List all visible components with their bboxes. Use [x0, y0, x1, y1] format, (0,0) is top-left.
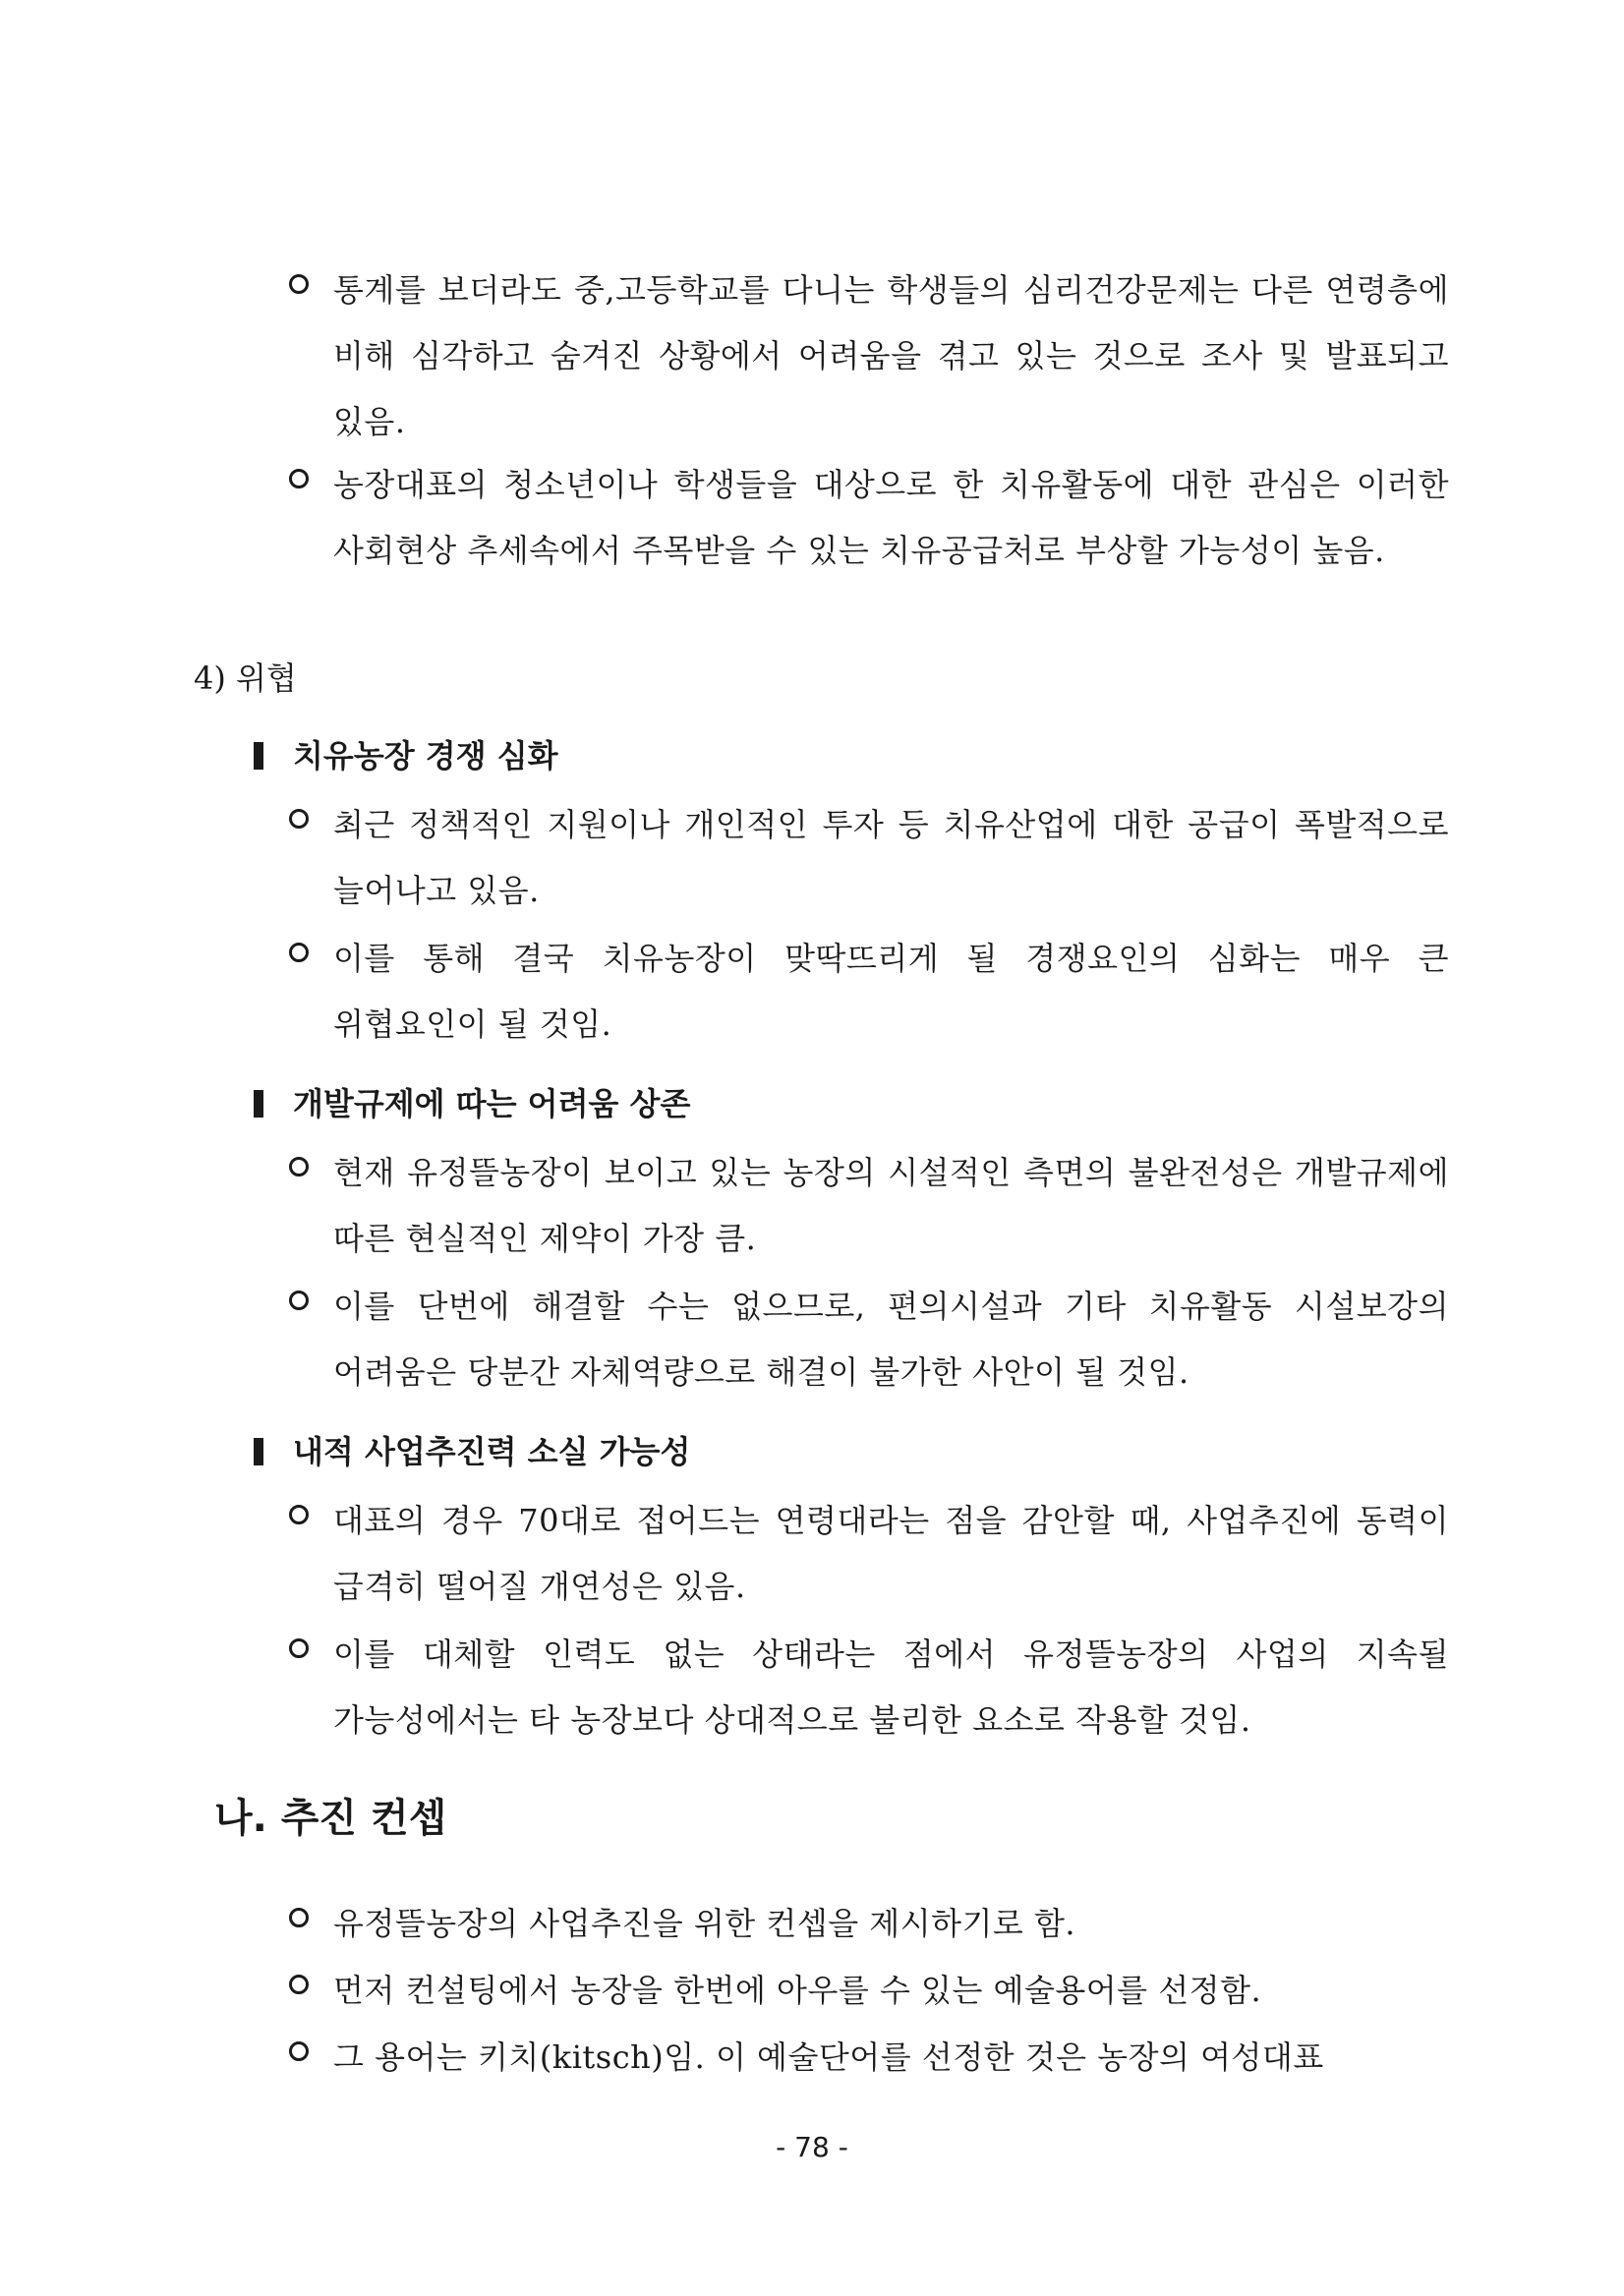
- circle-bullet-icon: [289, 809, 309, 829]
- bullet-text: 농장대표의 청소년이나 학생들을 대상으로 한 치유활동에 대한 관심은 이러한 사회현상 추세속에서 주목받을 수 있는 치유공급처로 부상할 가능성이 높음.: [333, 466, 1449, 569]
- bullet-text: 이를 대체할 인력도 없는 상태라는 점에서 유정뜰농장의 사업의 지속될 가능성에서는 타 농장보다 상대적으로 불리한 요소로 작용할 것임.: [333, 1636, 1449, 1739]
- circle-bullet-icon: [289, 1505, 309, 1524]
- circle-bullet-icon: [289, 1157, 309, 1177]
- bullet-text: 그 용어는 키치(kitsch)임. 이 예술단어를 선정한 것은 농장의 여성대표: [333, 2038, 1324, 2076]
- bullet-item: [289, 1274, 1449, 1406]
- page-number: - 78 -: [776, 2131, 848, 2163]
- bullet-item: [289, 1622, 1449, 1753]
- subheading-text: 내적 사업추진력 소실 가능성: [293, 1433, 691, 1470]
- bullet-item: [289, 792, 1449, 924]
- circle-bullet-icon: [289, 469, 309, 488]
- bullet-text: 먼저 컨설팅에서 농장을 한번에 아우를 수 있는 예술용어를 선정함.: [333, 1972, 1262, 2009]
- circle-bullet-icon: [289, 2041, 309, 2061]
- circle-bullet-icon: [289, 1908, 309, 1927]
- subheading: [254, 1077, 690, 1130]
- bullet-item: [289, 2025, 1449, 2091]
- subheading-text: 개발규제에 따는 어려움 상존: [293, 1085, 691, 1122]
- bullet-text: 통계를 보더라도 중,고등학교를 다니는 학생들의 심리건강문제는 다른 연령층에 비해 심각하고 숨겨진 상황에서 어려움을 겪고 있는 것으로 조사 및 발표되고 있음.: [333, 271, 1449, 440]
- bullet-item: [289, 1958, 1449, 2024]
- circle-bullet-icon: [289, 1975, 309, 1994]
- bullet-text: 최근 정책적인 지원이나 개인적인 투자 등 치유산업에 대한 공급이 폭발적으로 늘어나고 있음.: [333, 806, 1449, 909]
- section-title-threats: 4) 위협: [194, 660, 297, 697]
- chapter-title: 나. 추진 컨셉: [214, 1796, 447, 1841]
- bullet-text: 유정뜰농장의 사업추진을 위한 컨셉을 제시하기로 함.: [333, 1905, 1076, 1942]
- square-marker-icon: [254, 742, 263, 770]
- circle-bullet-icon: [289, 943, 309, 962]
- subheading-text: 치유농장 경쟁 심화: [293, 737, 558, 775]
- bullet-text: 이를 단번에 해결할 수는 없으므로, 편의시설과 기타 치유활동 시설보강의 어려움은 당분간 자체역량으로 해결이 불가한 사안이 될 것임.: [333, 1288, 1449, 1391]
- circle-bullet-icon: [289, 1291, 309, 1310]
- bullet-item: [289, 1891, 1449, 1957]
- subheading: [254, 1425, 690, 1478]
- square-marker-icon: [254, 1090, 263, 1118]
- square-marker-icon: [254, 1438, 263, 1465]
- circle-bullet-icon: [289, 274, 309, 294]
- bullet-text: 현재 유정뜰농장이 보이고 있는 농장의 시설적인 측면의 불완전성은 개발규제에 따른 현실적인 제약이 가장 큼.: [333, 1154, 1449, 1257]
- subheading: [254, 729, 558, 782]
- bullet-text: 대표의 경우 70대로 접어드는 연령대라는 점을 감안할 때, 사업추진에 동력이 급격히 떨어질 개연성은 있음.: [333, 1502, 1449, 1605]
- bullet-item: [289, 1488, 1449, 1620]
- bullet-item: [289, 926, 1449, 1058]
- bullet-text: 이를 통해 결국 치유농장이 맞딱뜨리게 될 경쟁요인의 심화는 매우 큰 위협요인이 될 것임.: [333, 940, 1449, 1043]
- bullet-item: [289, 452, 1449, 584]
- bullet-item: [289, 258, 1449, 455]
- bullet-item: [289, 1140, 1449, 1272]
- circle-bullet-icon: [289, 1638, 309, 1658]
